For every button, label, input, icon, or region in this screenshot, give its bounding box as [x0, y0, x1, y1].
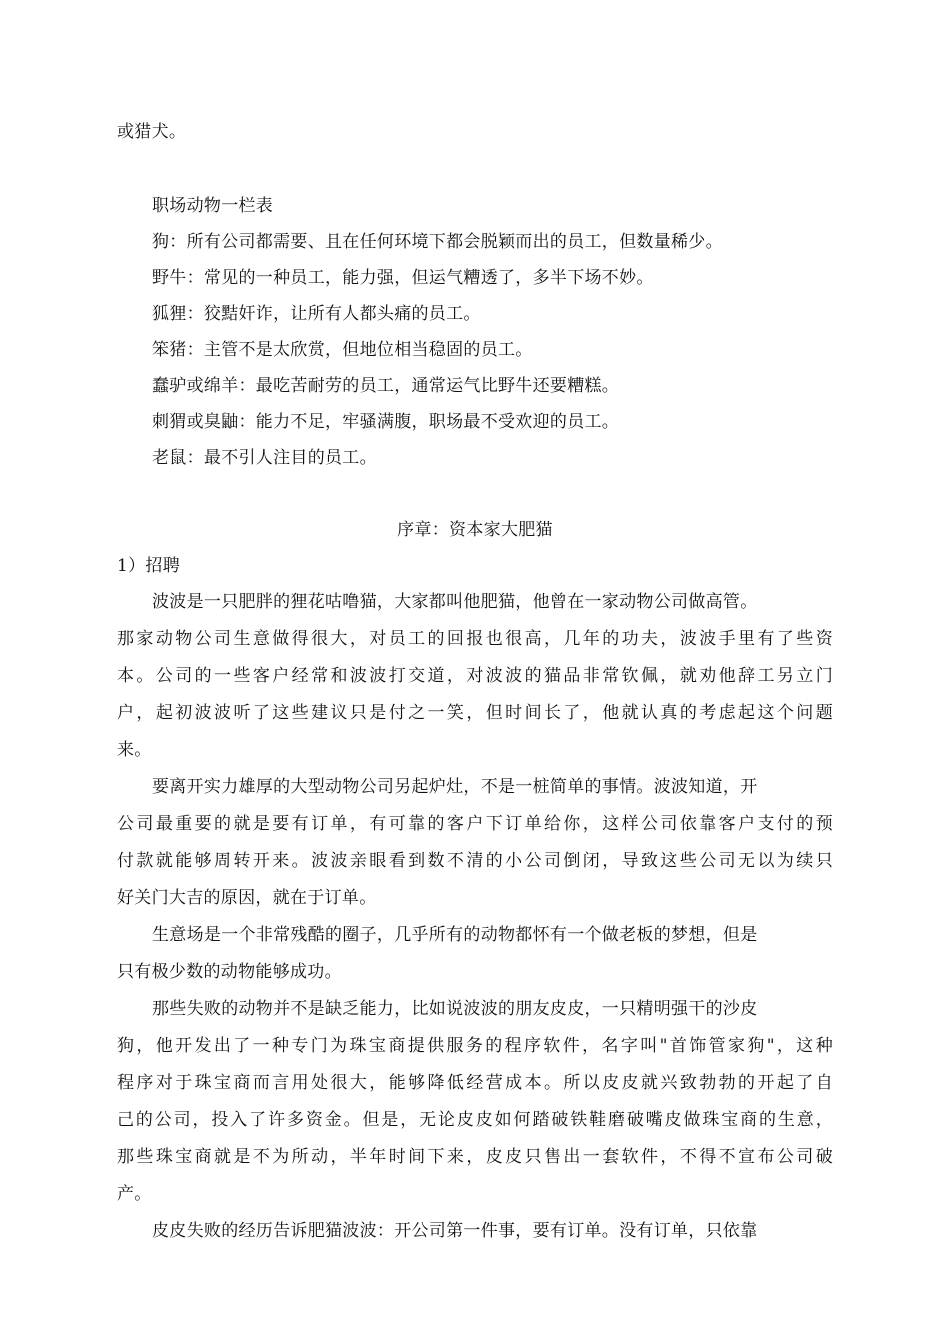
paragraph-line: 要离开实力雄厚的大型动物公司另起炉灶，不是一桩简单的事情。波波知道，开 [152, 777, 758, 797]
animal-entry-mouse: 老鼠：最不引人注目的员工。 [152, 448, 377, 468]
paragraph-line: 那些珠宝商就是不为所动，半年时间下来，皮皮只售出一套软件，不得不宣布公司破 [117, 1147, 833, 1167]
chapter-title: 序章：资本家大肥猫 [397, 520, 553, 540]
paragraph-line: 付款就能够周转开来。波波亲眼看到数不清的小公司倒闭，导致这些公司无以为续只 [117, 851, 833, 871]
animal-list-title: 职场动物一栏表 [152, 196, 274, 216]
paragraph-line: 程序对于珠宝商而言用处很大，能够降低经营成本。所以皮皮就兴致勃勃的开起了自 [117, 1073, 833, 1093]
animal-entry-dog: 狗：所有公司都需要、且在任何环境下都会脱颖而出的员工，但数量稀少。 [152, 232, 723, 252]
animal-entry-bison: 野牛：常见的一种员工，能力强，但运气糟透了，多半下场不妙。 [152, 268, 654, 288]
continuation-line: 或猎犬。 [117, 122, 187, 142]
paragraph-line: 己的公司，投入了许多资金。但是，无论皮皮如何踏破铁鞋磨破嘴皮做珠宝商的生意， [117, 1110, 833, 1130]
paragraph-line: 本。公司的一些客户经常和波波打交道，对波波的猫品非常钦佩，就劝他辞工另立门 [117, 666, 833, 686]
animal-entry-fox: 狐狸：狡黠奸诈，让所有人都头痛的员工。 [152, 304, 481, 324]
paragraph-line: 产。 [117, 1184, 152, 1204]
paragraph-line: 那些失败的动物并不是缺乏能力，比如说波波的朋友皮皮，一只精明强干的沙皮 [152, 999, 758, 1019]
paragraph-line: 好关门大吉的原因，就在于订单。 [117, 888, 377, 908]
paragraph-line: 户，起初波波听了这些建议只是付之一笑，但时间长了，他就认真的考虑起这个问题 [117, 703, 833, 723]
animal-entry-donkey-sheep: 蠢驴或绵羊：最吃苦耐劳的员工，通常运气比野牛还要糟糕。 [152, 376, 620, 396]
paragraph-line: 只有极少数的动物能够成功。 [117, 962, 342, 982]
paragraph-line: 生意场是一个非常残酷的圈子，几乎所有的动物都怀有一个做老板的梦想，但是 [152, 925, 758, 945]
paragraph-line: 公司最重要的就是要有订单，有可靠的客户下订单给你，这样公司依靠客户支付的预 [117, 814, 833, 834]
section-heading: 1）招聘 [117, 556, 181, 576]
paragraph-line: 来。 [117, 740, 152, 760]
paragraph-line: 皮皮失败的经历告诉肥猫波波：开公司第一件事，要有订单。没有订单，只依靠 [152, 1221, 758, 1241]
paragraph-line: 那家动物公司生意做得很大，对员工的回报也很高，几年的功夫，波波手里有了些资 [117, 629, 833, 649]
animal-entry-hedgehog-skunk: 刺猬或臭鼬：能力不足，牢骚满腹，职场最不受欢迎的员工。 [152, 412, 620, 432]
paragraph-line: 狗，他开发出了一种专门为珠宝商提供服务的程序软件，名字叫"首饰管家狗"，这种 [117, 1036, 833, 1056]
paragraph-line: 波波是一只肥胖的狸花咕噜猫，大家都叫他肥猫，他曾在一家动物公司做高管。 [152, 592, 758, 612]
animal-entry-pig: 笨猪：主管不是太欣赏，但地位相当稳固的员工。 [152, 340, 533, 360]
